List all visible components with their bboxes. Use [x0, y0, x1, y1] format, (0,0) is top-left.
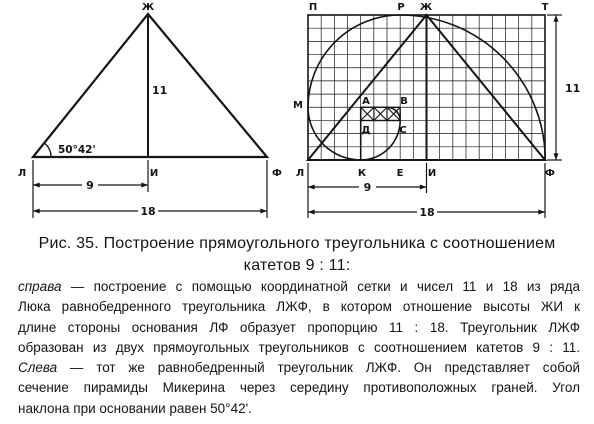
caption-body	[18, 277, 580, 419]
label-left-vertex: Л	[295, 168, 305, 179]
caption-text: — построение с помощью координатной сетки и чисел 11 и 18 из ряда	[61, 279, 580, 294]
caption-body-line	[18, 297, 580, 317]
caption-body-line	[18, 338, 580, 358]
label-point-k: К	[357, 168, 367, 179]
caption-text: сечение пирамиды Микерина через середину противоположных граней. Угол	[18, 380, 580, 396]
label-point-d: Д	[361, 125, 371, 136]
label-base: 18	[140, 205, 156, 218]
label-point-r: Р	[397, 2, 405, 13]
label-half-base: 9	[363, 181, 372, 194]
label-left-vertex: Л	[17, 168, 27, 179]
label-point-m: М	[293, 100, 303, 111]
base-angle-arc	[44, 143, 51, 157]
label-half-base: 9	[86, 179, 94, 192]
caption-title-line: катетов 9 : 11:	[243, 257, 351, 274]
caption-body-line	[18, 399, 580, 419]
label-point-s: С	[399, 125, 407, 136]
caption-title-line: Рис. 35. Построение прямоугольного треугольника с соотношением	[38, 235, 556, 252]
label-right-vertex: Ф	[545, 168, 555, 179]
label-height-value: 11	[152, 84, 168, 97]
label-right-vertex: Ф	[272, 168, 282, 179]
label-corner-t: Т	[541, 2, 549, 13]
caption-text: образован из двух прямоугольных треугольников с соотношением катетов 9 : 11.	[18, 339, 580, 355]
label-point-v: В	[400, 96, 408, 107]
label-corner-p: П	[308, 2, 318, 13]
label-point-e: Е	[396, 168, 404, 179]
caption-body-line	[18, 277, 580, 297]
label-point-a: А	[362, 96, 370, 107]
caption-text: наклона при основании равен 50°42'.	[18, 400, 252, 416]
caption-italic-lead: справа	[18, 279, 62, 294]
label-apex: Ж	[419, 2, 433, 13]
label-base: 18	[419, 206, 435, 219]
label-height-foot: И	[149, 168, 159, 179]
label-height-foot: И	[427, 168, 437, 179]
label-base-angle: 50°42'	[58, 144, 96, 156]
caption-body-line	[18, 358, 580, 378]
caption-text: Люка равнобедренного треугольника ЛЖФ, в котором отношение высоты ЖИ к	[18, 299, 580, 315]
caption-body-line	[18, 318, 580, 338]
caption-text: — тот же равнобедренный треугольник ЛЖФ. Он представляет собой	[57, 360, 580, 376]
caption-text: длине стороны основания ЛФ образует пропорцию 11 : 18. Треугольник ЛЖФ	[18, 319, 580, 335]
caption-italic-lead: Слева	[18, 360, 58, 376]
caption-body-line	[18, 378, 580, 398]
left-isosceles-triangle	[33, 14, 267, 157]
caption-title	[0, 233, 594, 277]
label-apex: Ж	[141, 2, 155, 13]
label-height-value: 11	[565, 82, 581, 95]
left-diagram	[33, 14, 267, 218]
right-diagram	[308, 15, 562, 218]
